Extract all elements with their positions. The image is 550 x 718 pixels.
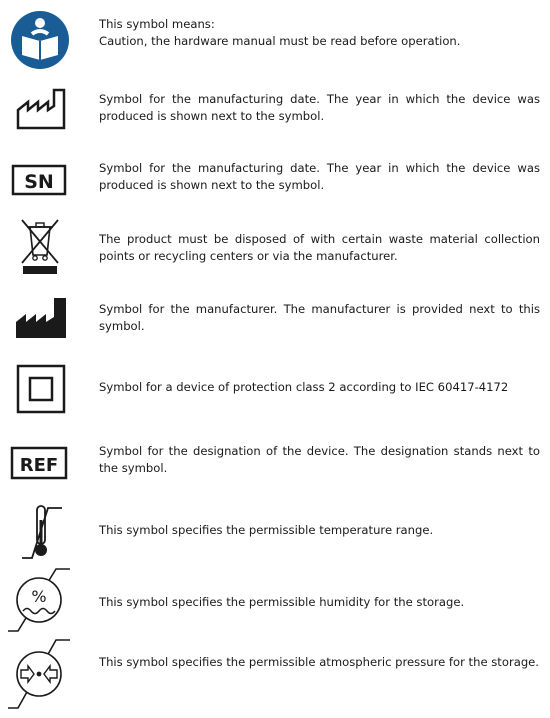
symbol-description: Symbol for a device of protection class 2 according to IEC 60417-4172 xyxy=(99,380,509,394)
manufacturer-icon xyxy=(8,294,72,342)
weee-disposal-icon xyxy=(8,215,72,277)
symbol-description: This symbol specifies the permissible temperature range. xyxy=(99,523,434,537)
symbol-description: Symbol for the designation of the device. The designation stands next to the symbol. xyxy=(99,444,540,475)
symbol-description: Symbol for the manufacturer. The manufacturer is provided next to this symbol. xyxy=(99,302,540,333)
humidity-percent-label: % xyxy=(31,587,47,606)
temperature-limit-icon xyxy=(8,500,72,562)
serial-number-label: SN xyxy=(24,171,54,193)
reference-number-icon xyxy=(8,444,72,484)
symbol-description: Symbol for the manufacturing date. The year in which the device was produced is shown next to the symbol. xyxy=(99,161,540,192)
pressure-limit-icon xyxy=(8,638,72,710)
symbol-description: This symbol specifies the permissible atmospheric pressure for the storage. xyxy=(99,655,539,669)
manufacturing-date-icon xyxy=(8,82,72,134)
reference-label: REF xyxy=(19,455,59,476)
symbol-description: This symbol means: Caution, the hardware manual must be read before operation. xyxy=(99,17,461,48)
symbol-description: The product must be disposed of with certain waste material collection points or recycling centers or via the manufacturer. xyxy=(99,232,540,263)
read-manual-icon xyxy=(8,10,72,70)
humidity-limit-icon xyxy=(8,565,72,633)
serial-number-icon xyxy=(8,161,72,201)
protection-class-2-icon xyxy=(8,362,72,418)
symbol-description: This symbol specifies the permissible humidity for the storage. xyxy=(99,595,465,609)
symbol-description: Symbol for the manufacturing date. The year in which the device was produced is shown next to the symbol. xyxy=(99,92,540,123)
